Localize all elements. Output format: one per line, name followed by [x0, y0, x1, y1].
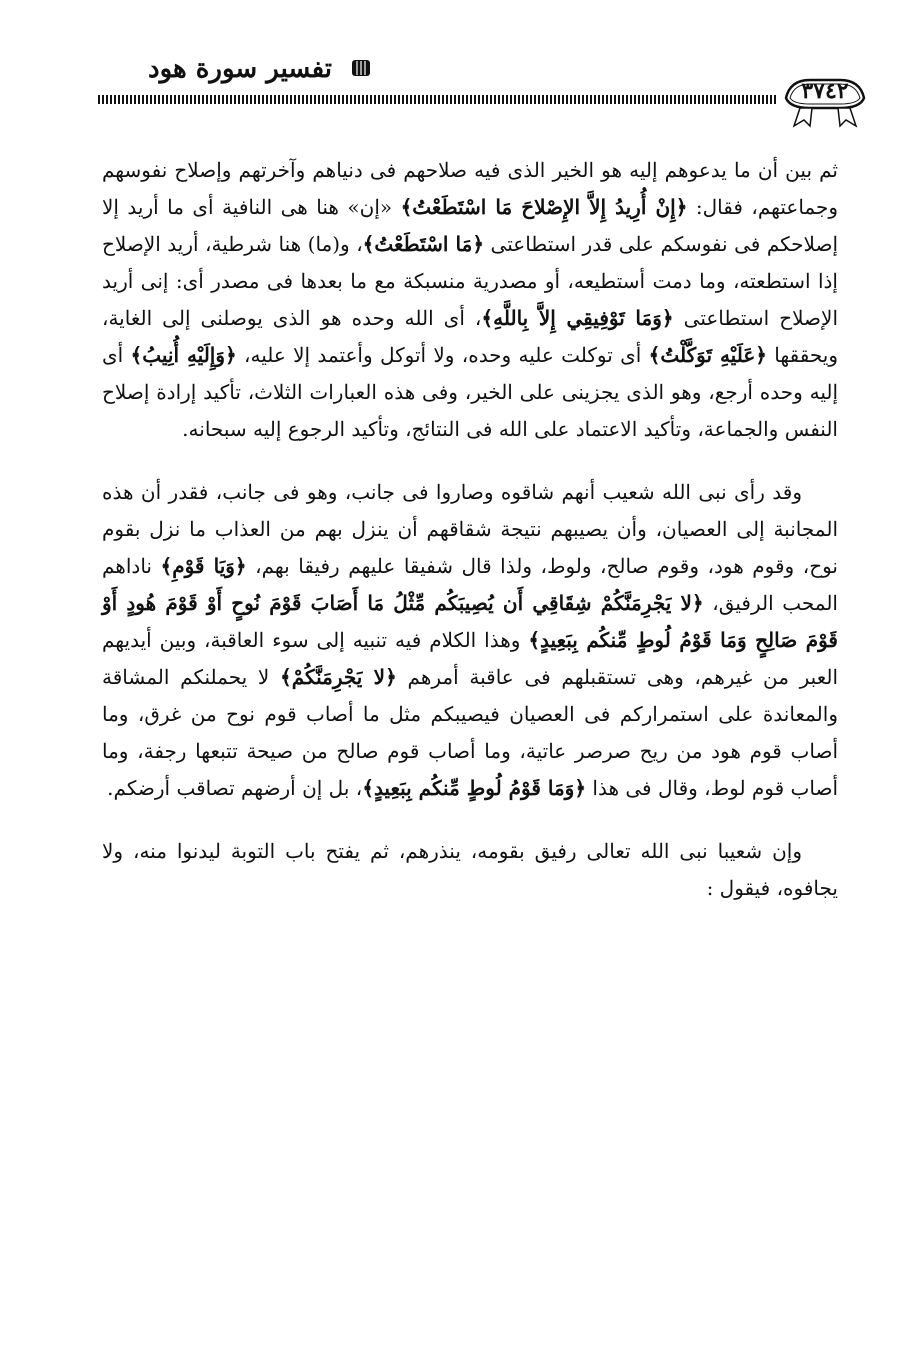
quran-verse: ﴿وَيَا قَوْمِ﴾ [160, 554, 247, 578]
text-segment: ، و(ما) هنا شرطية، أريد الإصلاح إذا استطعته، وما دمت أستطيعه، أو مصدرية منسبكة مع ما بعدها فى مصدر أى: إنى أريد الإصلاح استطاعتى [102, 232, 838, 330]
text-segment: أى توكلت عليه وحده، ولا أتوكل وأعتمد إلا عليه، [236, 343, 649, 367]
text-segment: ناداهم المحب الرفيق، [102, 554, 838, 615]
header-ornament-icon [350, 58, 372, 78]
quran-verse: ﴿إِنْ أُرِيدُ إِلاَّ الإِصْلاحَ مَا اسْتَطَعْتُ﴾ [400, 195, 688, 219]
page-header [0, 0, 914, 140]
text-segment: لا يحملنكم المشاقة والمعاندة على استمراركم فى العصيان فيصيبكم مثل ما أصاب قوم نوح من غرق، وما أصاب قوم هود من ريح صرصر عاتية، وما أصاب قوم صالح من صيحة تتبعها رجفة، وما أصاب قوم لوط، وقال فى هذا [102, 665, 838, 800]
text-segment: أى إليه وحده أرجع، وهو الذى يجزينى على الخير، وفى هذه العبارات الثلاث، تأكيد إرادة إصلاح النفس والجماعة، وتأكيد الاعتماد على الله فى النتائج، وتأكيد الرجوع إليه سبحانه. [102, 343, 838, 441]
quran-verse: ﴿وَمَا قَوْمُ لُوطٍ مِّنكُم بِبَعِيدٍ﴾ [362, 776, 587, 800]
text-segment: ثم بين أن ما يدعوهم إليه هو الخير الذى فيه صلاحهم فى دنياهم وآخرتهم وإصلاح نفوسهم وجماعتهم، فقال: [102, 158, 838, 219]
quran-verse: ﴿لا يَجْرِمَنَّكُمْ﴾ [280, 665, 397, 689]
quran-verse: ﴿مَا اسْتَطَعْتُ﴾ [362, 232, 485, 256]
text-segment: وهذا الكلام فيه تنبيه إلى سوء العاقبة، وبين أيديهم العبر من غيرهم، وهى تستقبلهم فى عاقبة أمرهم [102, 628, 839, 689]
paragraph-1 [102, 152, 838, 448]
quran-verse: ﴿عَلَيْهِ تَوَكَّلْتُ﴾ [648, 343, 767, 367]
page-number-frame [780, 74, 870, 132]
body-text [102, 152, 838, 907]
text-segment: ، أى الله وحده هو الذى يوصلنى إلى الغاية، ويحققها [102, 306, 838, 367]
text-segment: ، بل إن أرضهم تصاقب أرضكم. [107, 776, 363, 800]
quran-verse: ﴿لا يَجْرِمَنَّكُمْ شِقَاقِي أَن يُصِيبَكُم مِّثْلُ مَا أَصَابَ قَوْمَ نُوحٍ أَوْ قَوْمَ هُودٍ أَوْ قَوْمَ صَالِحٍ وَمَا قَوْمُ لُوطٍ مِّنكُم بِبَعِيدٍ﴾ [102, 591, 838, 652]
page-number: ٣٧٤٢ [801, 78, 849, 104]
text-segment: «إن» هنا هى النافية أى ما أريد إلا إصلاحكم فى نفوسكم على قدر استطاعتى [102, 195, 839, 256]
quran-verse: ﴿وَمَا تَوْفِيقِي إِلاَّ بِاللَّهِ﴾ [481, 306, 674, 330]
paragraph-2 [102, 474, 838, 807]
header-rule [98, 95, 778, 104]
running-title: تفسير سورة هود [148, 54, 332, 84]
text-segment: وقد رأى نبى الله شعيب أنهم شاقوه وصاروا فى جانب، وهو فى جانب، فقدر أن هذه المجانبة إلى العصيان، وأن يصيبهم نتيجة شقاقهم أن ينزل بهم من العذاب ما نزل بقوم نوح، وقوم هود، وقوم صالح، ولوط، ولذا قال شفيقا عليهم رفيقا بهم، [102, 480, 838, 578]
quran-verse: ﴿وَإِلَيْهِ أُنِيبُ﴾ [130, 343, 237, 367]
text-segment: وإن شعيبا نبى الله تعالى رفيق بقومه، ينذرهم، ثم يفتح باب التوبة ليدنوا منه، ولا يجافوه، فيقول : [102, 839, 838, 900]
paragraph-3 [102, 833, 838, 907]
